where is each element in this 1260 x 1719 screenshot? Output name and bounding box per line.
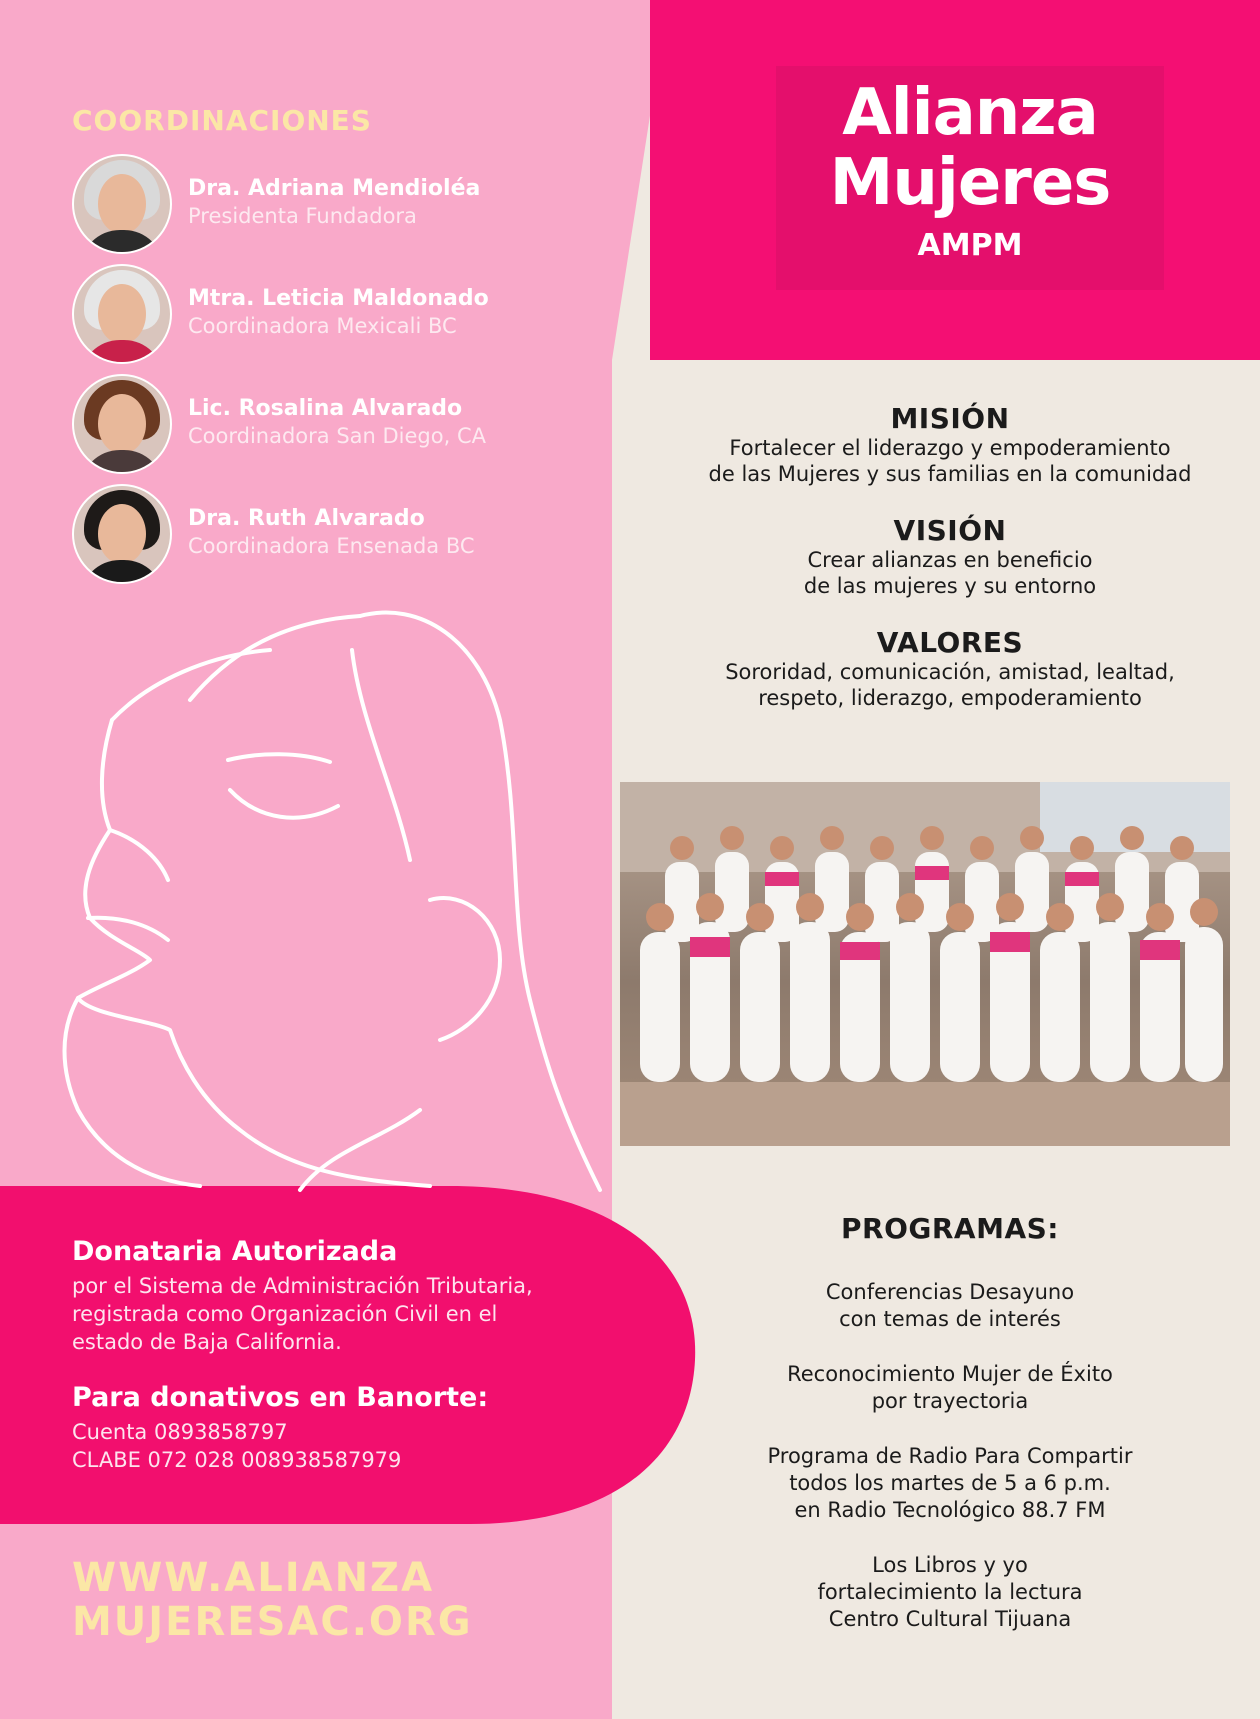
website-link[interactable] xyxy=(72,1556,473,1644)
person-card xyxy=(72,154,632,254)
cuenta-number: Cuenta 0893858797 xyxy=(72,1420,288,1444)
group-photo-illustration xyxy=(620,782,1230,1146)
brand-subtitle: AMPM xyxy=(917,228,1023,263)
programa-line: por trayectoria xyxy=(871,1389,1029,1413)
website-line1: WWW.ALIANZA xyxy=(72,1555,435,1601)
person-name: Dra. Ruth Alvarado xyxy=(188,506,425,531)
brand-title xyxy=(776,78,1164,218)
group-photo xyxy=(620,782,1230,1146)
avatar xyxy=(72,484,172,584)
person-name: Lic. Rosalina Alvarado xyxy=(188,396,463,421)
vision-title: VISIÓN xyxy=(893,514,1007,547)
programa-line: en Radio Tecnológico 88.7 FM xyxy=(794,1498,1106,1522)
programa-line: Programa de Radio Para Compartir xyxy=(767,1444,1133,1468)
programa-line: todos los martes de 5 a 6 p.m. xyxy=(789,1471,1111,1495)
donativos-text xyxy=(72,1418,401,1474)
vision-section xyxy=(660,514,1240,599)
person-role: Presidenta Fundadora xyxy=(188,204,417,228)
avatar xyxy=(72,154,172,254)
valores-title: VALORES xyxy=(876,626,1024,659)
mision-section xyxy=(660,402,1240,487)
valores-line1: Sororidad, comunicación, amistad, lealtad, xyxy=(725,660,1175,684)
brand-logo-card xyxy=(776,66,1164,290)
person-role: Coordinadora San Diego, CA xyxy=(188,424,486,448)
brand-title-line2: Mujeres xyxy=(829,146,1111,220)
donataria-line3: estado de Baja California. xyxy=(72,1330,342,1354)
valores-line2: respeto, liderazgo, empoderamiento xyxy=(758,686,1142,710)
person-card xyxy=(72,374,632,474)
vision-line1: Crear alianzas en beneficio xyxy=(807,548,1093,572)
programa-item xyxy=(660,1361,1240,1415)
avatar xyxy=(72,264,172,364)
donataria-line1: por el Sistema de Administración Tributaria, xyxy=(72,1274,533,1298)
programa-item xyxy=(660,1279,1240,1333)
programa-line: con temas de interés xyxy=(839,1307,1061,1331)
programa-line: Reconocimiento Mujer de Éxito xyxy=(787,1362,1113,1386)
donataria-title: Donataria Autorizada xyxy=(72,1236,398,1267)
person-role: Coordinadora Mexicali BC xyxy=(188,314,457,338)
valores-section xyxy=(660,626,1240,711)
programa-line: fortalecimiento la lectura xyxy=(817,1580,1083,1604)
clabe-number: CLABE 072 028 008938587979 xyxy=(72,1448,402,1472)
donataria-text xyxy=(72,1272,632,1356)
programa-line: Centro Cultural Tijuana xyxy=(828,1607,1072,1631)
brand-title-line1: Alianza xyxy=(842,76,1098,150)
coordinaciones-heading: COORDINACIONES xyxy=(72,104,372,137)
programa-item xyxy=(660,1552,1240,1633)
programas-section xyxy=(660,1212,1240,1661)
mision-title: MISIÓN xyxy=(890,402,1010,435)
vision-line2: de las mujeres y su entorno xyxy=(803,574,1097,598)
person-name: Mtra. Leticia Maldonado xyxy=(188,286,489,311)
programa-item xyxy=(660,1443,1240,1524)
programa-line: Los Libros y yo xyxy=(872,1553,1028,1577)
programa-line: Conferencias Desayuno xyxy=(825,1280,1075,1304)
donataria-line2: registrada como Organización Civil en el xyxy=(72,1302,498,1326)
mision-line2: de las Mujeres y sus familias en la comunidad xyxy=(708,462,1192,486)
programas-title: PROGRAMAS: xyxy=(841,1212,1059,1245)
avatar xyxy=(72,374,172,474)
mision-line1: Fortalecer el liderazgo y empoderamiento xyxy=(729,436,1171,460)
donativos-title: Para donativos en Banorte: xyxy=(72,1382,489,1413)
person-card xyxy=(72,264,632,364)
website-line2: MUJERESAC.ORG xyxy=(72,1599,473,1645)
person-card xyxy=(72,484,632,584)
person-name: Dra. Adriana Mendioléa xyxy=(188,176,481,201)
person-role: Coordinadora Ensenada BC xyxy=(188,534,475,558)
